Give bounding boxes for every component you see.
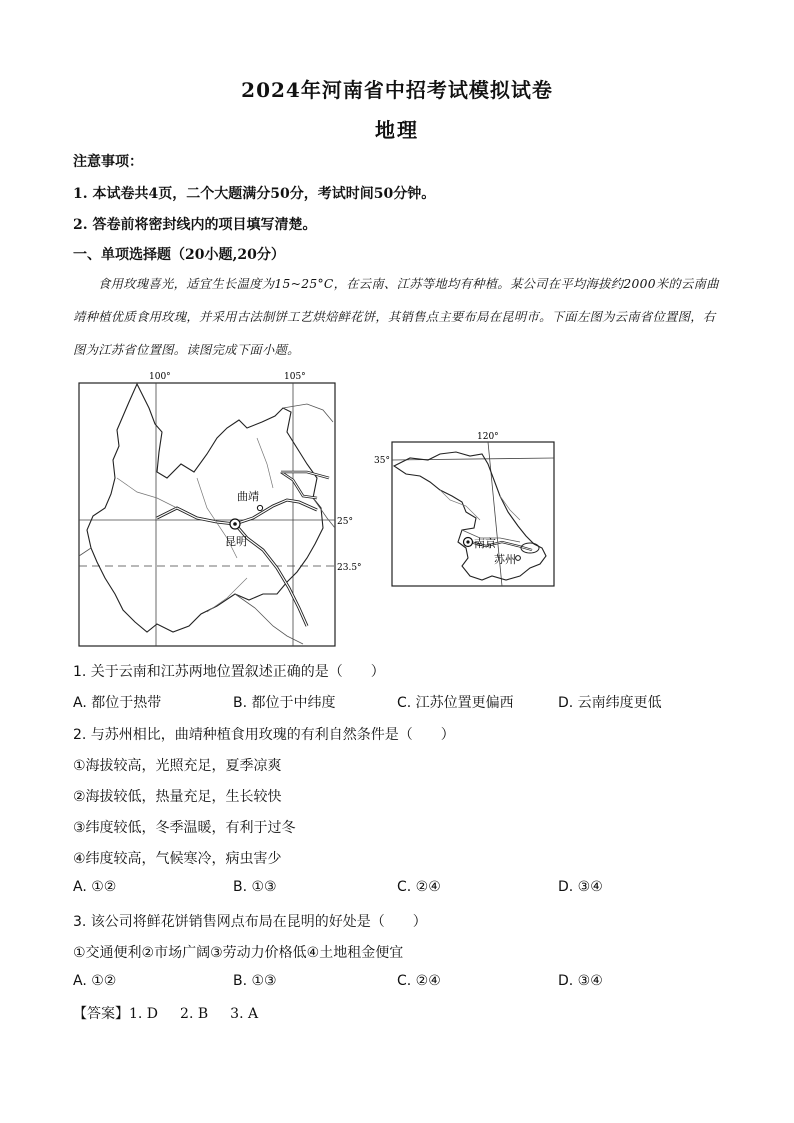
lon-100-label: 100° <box>149 372 171 382</box>
question-3-option-b: B. ①③ <box>233 973 277 989</box>
city-qujing-label: 曲靖 <box>237 490 259 503</box>
answer-1: 1. D <box>129 1006 159 1022</box>
question-2-option-a: A. ①② <box>73 879 117 895</box>
question-1-stem: 1. 关于云南和江苏两地位置叙述正确的是（ ） <box>73 664 385 680</box>
city-nanjing-label: 南京 <box>474 537 496 550</box>
question-1-option-c: C. 江苏位置更偏西 <box>397 695 514 711</box>
question-1-option-d: D. 云南纬度更低 <box>558 695 662 711</box>
question-3-option-a: A. ①② <box>73 973 117 989</box>
lon-120-label: 120° <box>477 432 499 442</box>
city-kunming-label: 昆明 <box>225 535 247 548</box>
yunnan-map <box>77 368 367 650</box>
question-3-option-d: D. ③④ <box>558 973 603 989</box>
question-2-statement-2: ②海拔较低，热量充足，生长较快 <box>73 789 282 805</box>
question-2-option-b: B. ①③ <box>233 879 277 895</box>
question-1-option-a: A. 都位于热带 <box>73 695 162 711</box>
question-2-option-d: D. ③④ <box>558 879 603 895</box>
question-2-statement-3: ③纬度较低，冬季温暖，有利于过冬 <box>73 820 296 836</box>
answer-tag: 【答案】 <box>73 1006 129 1022</box>
lat-23-5-label: 23.5° <box>337 563 362 573</box>
question-2-statement-1: ①海拔较高，光照充足，夏季凉爽 <box>73 758 282 774</box>
question-2-option-c: C. ②④ <box>397 879 441 895</box>
section-title: 一、单项选择题（20小题,20分） <box>73 247 285 263</box>
answer-line <box>73 1003 258 1023</box>
answer-3: 3. A <box>230 1006 259 1022</box>
question-2-statement-4: ④纬度较高，气候寒冷，病虫害少 <box>73 851 282 867</box>
question-3-option-c: C. ②④ <box>397 973 441 989</box>
page-title: 2024年河南省中招考试模拟试卷 <box>241 78 553 102</box>
page-subtitle: 地理 <box>375 118 419 142</box>
question-3-stem: 3. 该公司将鲜花饼销售网点布局在昆明的好处是（ ） <box>73 914 427 930</box>
note-item-2: 2. 答卷前将密封线内的项目填写清楚。 <box>73 217 317 233</box>
city-suzhou-label: 苏州 <box>494 553 516 566</box>
question-1-option-b: B. 都位于中纬度 <box>233 695 336 711</box>
jiangsu-map <box>370 430 560 590</box>
question-3-statement-1: ①交通便利②市场广阔③劳动力价格低④土地租金便宜 <box>73 945 404 961</box>
answer-2: 2. B <box>180 1006 209 1022</box>
notes-heading: 注意事项： <box>73 154 143 170</box>
lat-35-label: 35° <box>374 456 390 466</box>
lon-105-label: 105° <box>284 372 306 382</box>
question-2-stem: 2. 与苏州相比，曲靖种植食用玫瑰的有利自然条件是（ ） <box>73 727 455 743</box>
passage-text: 食用玫瑰喜光，适宜生长温度为15~25°C，在云南、江苏等地均有种植。某公司在平均海拔约2000米的云南曲靖种植优质食用玫瑰，并采用古法制饼工艺烘焙鲜花饼，其销售点主要布局在昆明市。下面左图为云南省位置图，右图为江苏省位置图。读图完成下面小题。 <box>73 277 719 357</box>
lat-25-label: 25° <box>337 517 353 527</box>
note-item-1: 1. 本试卷共4页，二个大题满分50分，考试时间50分钟。 <box>73 186 436 202</box>
